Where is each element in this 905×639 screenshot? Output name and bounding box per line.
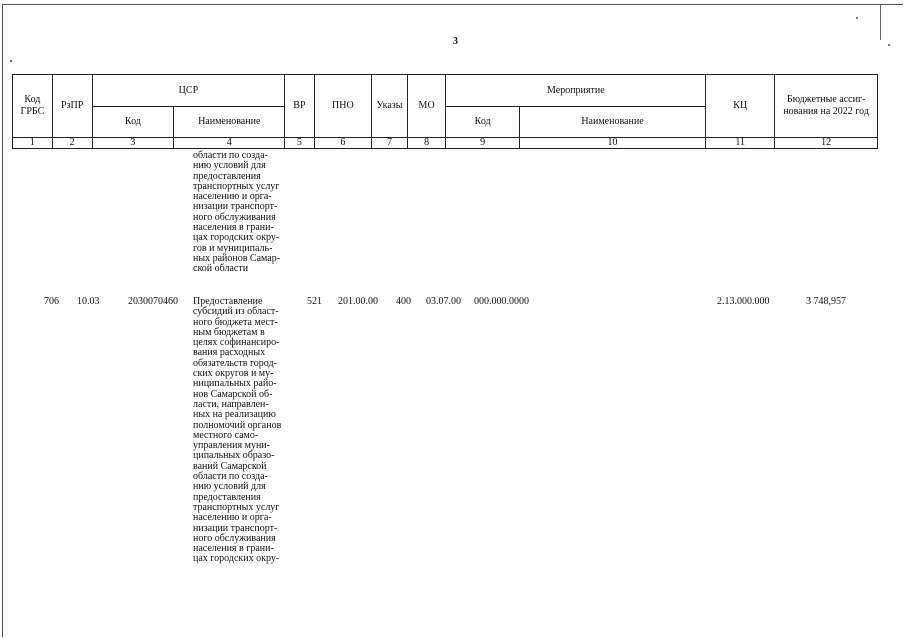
column-number: 6 (314, 138, 372, 149)
header-mo: МО (407, 75, 446, 138)
table-body (12, 151, 878, 639)
column-number: 8 (407, 138, 446, 149)
scan-speck (10, 60, 12, 62)
row-ukazy: 400 (396, 296, 411, 307)
column-number: 11 (706, 138, 775, 149)
row-csr-code: 2030070460 (128, 296, 178, 307)
row-vr: 521 (307, 296, 322, 307)
header-rzpr: РзПР (52, 75, 92, 138)
column-number: 10 (519, 138, 705, 149)
row-pno: 201.00.00 (338, 296, 378, 307)
scan-speck (888, 44, 890, 46)
page-number: 3 (453, 36, 458, 47)
column-number: 5 (285, 138, 314, 149)
budget-table-header (12, 74, 878, 149)
column-number: 12 (775, 138, 878, 149)
column-number: 7 (372, 138, 408, 149)
scan-speck (856, 17, 858, 19)
header-mer-code: Код (446, 107, 519, 138)
column-number: 1 (13, 138, 53, 149)
header-grbs: Код ГРБС (13, 75, 53, 138)
row-mer-code: 000.000.0000 (474, 296, 529, 307)
row-rzpr: 10.03 (77, 296, 100, 307)
header-budget: Бюджетные ассиг-нования на 2022 год (775, 75, 878, 138)
header-ukazy: Указы (372, 75, 408, 138)
header-kc: КЦ (706, 75, 775, 138)
header-meropriyatie: Мероприятие (446, 75, 706, 107)
column-number: 2 (52, 138, 92, 149)
header-pno: ПНО (314, 75, 372, 138)
column-number: 3 (92, 138, 174, 149)
header-vr: ВР (285, 75, 314, 138)
continuation-description: области по созда- нию условий для предоставления транспортных услуг населению и орга- низации транспорт- ного обслуживания населения в грани- цах городских окру- гов и муниципаль- ных районов Самар- ской области (193, 150, 281, 275)
row-mo: 03.07.00 (426, 296, 461, 307)
column-number: 9 (446, 138, 519, 149)
row-csr-name: Предоставление субсидий из област- ного бюджета мест- ным бюджетам в целях софинансиро- вания расходных обязательств город- ских округов и му- ниципальных райо- нов Самарской об- ласти, направлен- ных на реализацию полномочий органов местного само- управления муни- ципальных образо- ваний Самарской области по созда- нию условий для предоставления транспортных услуг населению и орга- низации транспорт- ного обслуживания населения в грани- цах городских окру- (193, 296, 282, 565)
page-border-right (880, 4, 881, 40)
row-grbs: 706 (44, 296, 59, 307)
header-csr: ЦСР (92, 75, 285, 107)
row-kc: 2.13.000.000 (717, 296, 770, 307)
header-csr-code: Код (92, 107, 174, 138)
column-number: 4 (174, 138, 285, 149)
header-mer-name: Наименование (519, 107, 705, 138)
row-amount: 3 748,957 (806, 296, 846, 307)
header-csr-name: Наименование (174, 107, 285, 138)
